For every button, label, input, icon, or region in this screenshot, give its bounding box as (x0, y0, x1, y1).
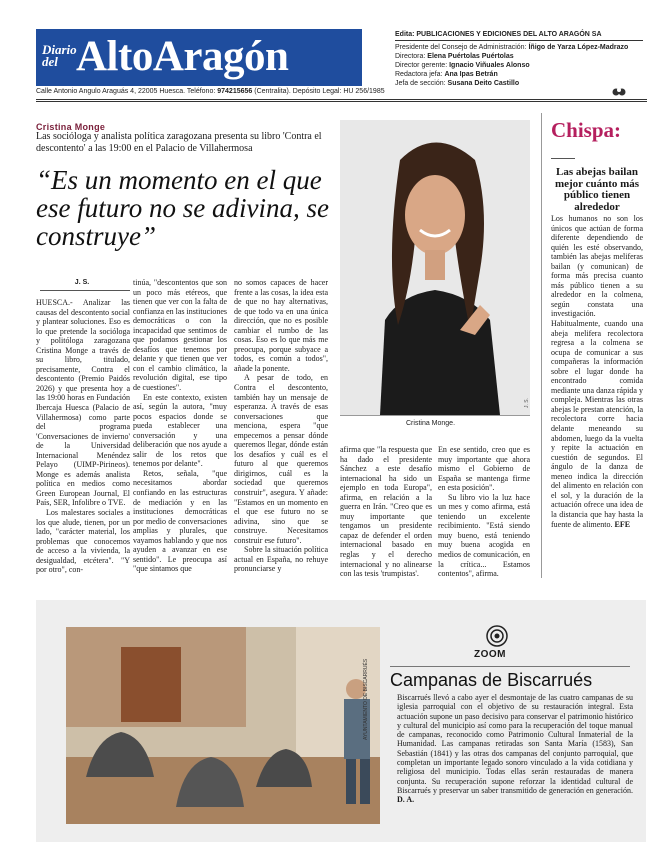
sidebar-headline: Las abejas bailan mejor cuánto más público tienen alrededor (554, 166, 640, 213)
article-column-2 (133, 278, 227, 574)
paragraph: tinúa, "descontentos que son un poco más etéreos, que tienen que ver con la falta de confianza en las instituciones democráticas o con la incapacidad que sentimos de que podamos gestionar los desafíos que tenemos por delante y que tienen que ver con el cambio climático, la revolución digital, ese tipo de cuestiones". (133, 278, 227, 393)
article-column-3 (234, 278, 328, 574)
divider (36, 101, 647, 102)
zoom-title: Campanas de Biscarrués (390, 670, 593, 690)
divider (40, 290, 130, 291)
article-column-5 (438, 445, 530, 579)
zoom-signature: D. A. (397, 795, 415, 805)
divider (390, 666, 630, 667)
divider (36, 99, 647, 100)
article-author: Cristina Monge (36, 122, 106, 132)
paragraph: Su libro vio la luz hace un mes y como afirma, está teniendo un excelente recibimiento. "Está siendo muy bueno, está teniendo muy buena acogida en medios de comunicación, en la crítica... Estamos contentos", afirma. (438, 492, 530, 579)
paragraph: En este contexto, existen así, según la autora, "muy pocos espacios donde se pueda establecer una conversación y una deliberación que nos ayude a salir de los retos que tenemos por delante". (133, 392, 227, 469)
paragraph: A pesar de todo, en Contra el descontento, también hay un mensaje de esperanza. A través de esas conversaciones que menciona, espera "que empecemos a pensar dónde queremos llegar, dónde están los desafíos y cuál es el futuro al que queremos dirigirnos, cuál es la sociedad que queremos construir", asegura. Y añade: "Estamos en un momento en el que ese futuro no se adivina, sino que se construye. Necesitamos construir ese futuro". (234, 373, 328, 545)
paragraph: afirma que "la respuesta que ha dado el presidente Sánchez a este desafío internacional ha sido un ejemplo en toda Europa", afirma, en relación a la guerra en Irán. "Creo que es muy importante que tengamos un presidente capaz de defender el orden internacional basado en reglas y el derecho internacional y no alinearse con las tesis 'trumpistas'. (340, 445, 432, 579)
article-photo (340, 120, 530, 415)
address-line: Calle Antonio Angulo Araguás 4, 22005 Huesca. Teléfono: 974215656 (Centralita). Depósito Legal: HU 256/1985 (36, 88, 385, 95)
divider (340, 415, 530, 416)
credit-publisher: Edita: PUBLICACIONES Y EDICIONES DEL ALTO ARAGÓN SA (395, 31, 602, 38)
zoom-label: ZOOM (474, 649, 506, 660)
paragraph: Los malestares sociales a los que alude, tienen, por un lado, "carácter material, los problemas que conocemos de acceso a la vivienda, la desigualdad, etcétera". "Y por otro", con- (36, 508, 130, 575)
credit-section: Jefa de sección: Susana Deito Castillo (395, 80, 520, 87)
credit-manager: Director gerente: Ignacio Viñuales Alonso (395, 62, 530, 69)
zoom-photo-credit: AYUNTAMIENTO DE BISCARRUÉS (363, 658, 369, 740)
credit-president: Presidente del Consejo de Administración: Íñigo de Yarza López-Madrazo (395, 44, 629, 51)
article-deck: Las socióloga y analista política zaragozana presenta su libro 'Contra el descontento' a las 19:00 en el Palacio de Villahermosa (36, 131, 322, 154)
zoom-body: Biscarrués llevó a cabo ayer el desmontaje de las cuatro campanas de su iglesia parroquial con el objetivo de su restauración integral. Esta actuación supone un paso decisivo para conservar el patrimonio histórico y cultural del municipio así como para la recuperación del toque manual de campanas, reconocido como Patrimonio Cultural Inmaterial de la Humanidad. Las campanas retiradas son Santa María (1583), San Sebastián (1841) y las otras dos campanas del conjunto parroquial, que completan un importante legado sonoro vinculado a la vida cotidiana y religiosa del municipio. Todas ellas serán restauradas de manera conjunta. Su recuperación supone reforzar la identidad cultural de Biscarrués y preservar un saber transmitido de generación en generación. D. A. (397, 693, 633, 805)
photo-caption: Cristina Monge. (406, 420, 456, 427)
masthead-name: AltoAragón (76, 33, 289, 80)
article-headline: “Es un momento en el que ese futuro no se adivina, se construye” (36, 165, 329, 251)
divider (541, 113, 542, 578)
sidebar-title: Chispa: (551, 118, 622, 142)
divider (551, 158, 575, 159)
article-column-4 (340, 445, 432, 579)
paragraph: En ese sentido, creo que es muy importante que ahora mismo el Gobierno de España se mantenga firme en esta posición". (438, 445, 530, 493)
paragraph: Sobre la situación política actual en España, no rehuye pronunciarse y (234, 545, 328, 574)
paragraph: no somos capaces de hacer frente a las cosas, la idea esta de que no hay alternativas, de que todo va en una única dirección, que no es posible cambiar el rumbo de las cosas. Eso es lo que más me preocupa, porque subyace a todos, es común a todos", añade la ponente. (234, 278, 328, 373)
zoom-photo (66, 627, 380, 824)
paragraph: HUESCA.- Analizar las causas del descontento social y plantear soluciones. Eso es lo que pretende la socióloga y politóloga zaragozana Cristina Monge a través de su libro, titulado, precisamente, Contra el descontento (Premio Paidós 2026) y que presenta hoy a las 19:00 horas en Fundación Ibercaja Huesca (Palacio de Villahermosa) como parte del programa 'Conversaciones de invierno' de la Universidad Internacional Menéndez Pelayo (UIMP-Pirineos). Monge es además analista política en medios como Green European Journal, El País, SER, Infolibre o TVE. (36, 298, 130, 508)
zoom-icon (486, 625, 508, 652)
masthead-logo (36, 29, 362, 86)
sidebar-body: Los humanos no son los únicos que actúan de forma diferente dependiendo de quién les esté observando, también las abejas meliferas bailan (y comunican) de forma más precisa cuanto más público tienen a su alrededor en la colmena, según constata una investigación. Habitualmente, cuando una abeja melifera recolectora regresa a la colmena se ocupa de comunicar a sus compañeras la información sobre el lugar donde ha encontrado comida mediante una danza rápida y compleja. Mientras las otras abejas le prestan atención, la recolectora corre hacia delante meneando su abdomen, luego da la vuelta y repite la actuación en cuestión de segundos. El ángulo de la danza de meneo indica la dirección del alimento en relación con el sol, y la duración de la actuación ofrece una idea de la distancia que hay hasta la fuente de alimento. EFE (551, 214, 643, 529)
article-column-1 (36, 298, 130, 575)
byline: J. S. (74, 279, 90, 286)
masthead-diario: Diario del (42, 42, 77, 69)
divider (395, 40, 643, 41)
sidebar-signature: EFE (614, 519, 631, 529)
photo-credit: J. S. (524, 397, 530, 408)
paragraph: Retos, señala, "que necesitamos abordar confiando en las estructuras de mediación y en las instituciones democráticas por medio de conversaciones amplias y plurales, que vayamos hablando y que nos ayuden a avanzar en ese sentido". Le preocupa así "que sintamos que (133, 468, 227, 574)
credit-director: Directora: Elena Puértolas Puértolas (395, 53, 514, 60)
credit-editor: Redactora jefa: Ana Ipas Betrán (395, 71, 498, 78)
